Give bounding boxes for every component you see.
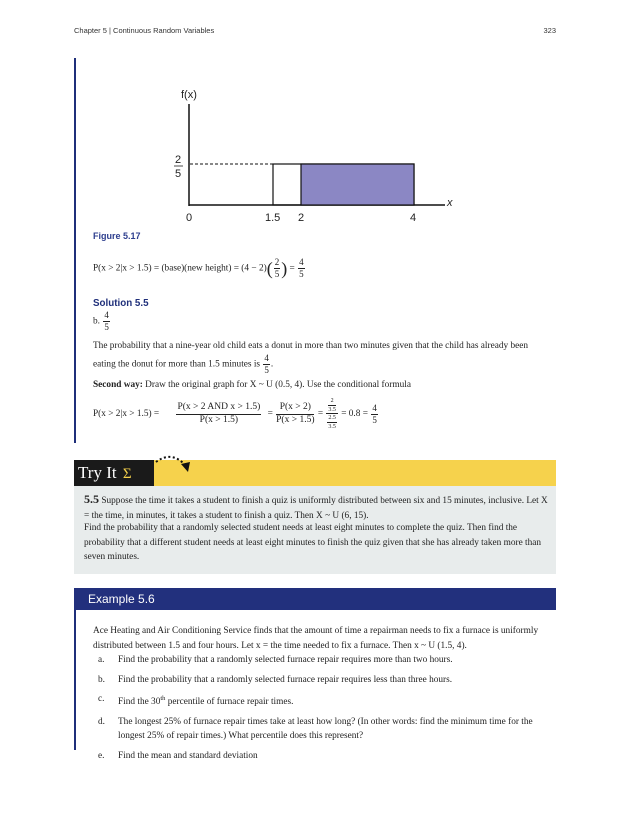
dotted-arrow-icon: [154, 452, 194, 476]
item-text: Find the mean and standard deviation: [118, 750, 258, 761]
eq2-lhs: P(x > 2|x > 1.5) =: [93, 408, 160, 419]
example-question-list: [98, 653, 540, 768]
x-axis-label: x: [447, 197, 453, 209]
solution-paragraph: The probability that a nine-year old child eats a donut in more than two minutes given that the child has already been eating the donut for more than 1.5 minutes is $\frac{4}{5}$ .: [93, 341, 529, 375]
running-header-chapter: Chapter 5 | Continuous Random Variables: [74, 26, 215, 35]
eq1-equals: =: [289, 263, 295, 274]
y-axis-label: f(x): [181, 89, 197, 101]
item-marker: e.: [98, 750, 105, 761]
list-item: [98, 653, 540, 668]
eq1-factor-den: 5: [274, 269, 280, 279]
eq2-decimal: = 0.8 =: [341, 408, 368, 419]
eq2-f3-den-top: 2.5: [328, 415, 336, 421]
item-text: Find the probability that a randomly selected furnace repair requires less than three hours.: [118, 674, 453, 685]
item-text-post: percentile of furnace repair times.: [165, 697, 294, 708]
solution-item-label: b.: [93, 316, 100, 327]
try-it-para1: [84, 492, 548, 523]
try-it-para1-text: Suppose the time it takes a student to finish a quiz is uniformly distributed between six and 15 minutes, inclusive. Let X = the time, in minutes, it takes a student to finish a quiz. Then X ~ U (6, 15).: [84, 496, 548, 521]
try-it-number: 5.5: [84, 492, 99, 506]
second-way-label: Second way:: [93, 380, 143, 390]
solution-title: Solution 5.5: [93, 298, 149, 309]
second-way-paragraph: [93, 378, 543, 393]
item-text-pre: Find the 30: [118, 697, 161, 708]
x-tick-4: 4: [410, 212, 417, 224]
equation1-lhs: P(x > 2|x > 1.5) = (base)(new height) = (4 − 2): [93, 263, 267, 274]
solution-answer: [93, 311, 111, 332]
x-tick-2: 2: [298, 212, 305, 224]
example-intro: Ace Heating and Air Conditioning Service finds that the amount of time a repairman needs to fix a furnace is uniformly distributed between 1.5 and four hours. Let x = the time needed to fix a furnace. Then x ~ U (1.5, 4).: [93, 626, 539, 651]
eq2-equals-1: =: [267, 408, 273, 419]
solution-paragraph-text: The probability that a nine-year old child eats a donut in more than two minutes given that the child has already been eating the donut for more than 1.5 minutes is: [93, 341, 529, 370]
eq2-f2-num: P(x > 2): [276, 403, 314, 415]
eq2-equals-2: =: [317, 408, 324, 419]
equation-base-height: P(x > 2|x > 1.5) = (base)(new height) = (4 − 2)( $\frac{2}{5}$ ) = $\frac{4}{5}$: [93, 257, 304, 279]
x-tick-0: 0: [186, 212, 193, 224]
try-it-label-text: Try It: [78, 463, 117, 482]
example-side-bar: [74, 610, 76, 750]
solution-answer-den: 5: [104, 322, 109, 332]
try-it-label: [74, 460, 154, 486]
solution-para-den: 5: [264, 364, 269, 375]
eq2-f1-den: P(x > 1.5): [199, 414, 239, 425]
uniform-distribution-graph: [150, 80, 470, 230]
eq2-f3-num-top: 2: [328, 398, 336, 406]
solution-para-num: 4: [264, 352, 269, 363]
item-marker: c.: [98, 694, 105, 704]
list-item: [98, 715, 540, 744]
x-tick-1-5: 1.5: [265, 212, 281, 224]
item-text-sup: th: [160, 695, 166, 702]
figure-caption: Figure 5.17: [93, 231, 141, 241]
eq1-result-den: 5: [299, 269, 304, 279]
item-text: Find the probability that a randomly selected furnace repair requires more than two hours.: [118, 655, 453, 665]
eq2-result-den: 5: [372, 414, 377, 425]
sigma-icon: Σ: [122, 466, 132, 482]
item-marker: a.: [98, 655, 105, 665]
shaded-probability-region: [301, 164, 414, 205]
list-item: [98, 749, 540, 764]
item-marker: b.: [98, 674, 105, 685]
solution-answer-num: 4: [104, 310, 109, 320]
height-label-denominator: 5: [175, 168, 182, 180]
list-item: [98, 692, 540, 710]
conditional-formula-equation: [93, 398, 379, 430]
try-it-para2: Find the probability that a randomly selected student needs at least eight minutes to complete the quiz. Then find the probability that a different student needs at least eight minutes to finish the quiz given that she has already taken more than seven minutes.: [84, 523, 542, 562]
eq2-result-num: 4: [372, 402, 377, 413]
item-marker: d.: [98, 716, 105, 727]
height-label-numerator: 2: [175, 154, 182, 166]
eq2-f1-num: P(x > 2 AND x > 1.5): [176, 403, 261, 415]
eq1-result-num: 4: [299, 257, 304, 267]
example-banner: Example 5.6: [74, 588, 556, 610]
eq2-f3-num-bot: 3.5: [328, 407, 336, 413]
eq2-f2-den: P(x > 1.5): [276, 414, 315, 425]
solution-side-bar: [74, 58, 76, 443]
eq1-factor-num: 2: [274, 257, 280, 267]
item-text: The longest 25% of furnace repair times take at least how long? (In other words: find the minimum time for the longest 25% of repair times.) What percentile does this represent?: [118, 716, 533, 742]
second-way-text: Draw the original graph for X ~ U (0.5, 4). Use the conditional formula: [145, 380, 411, 390]
list-item: [98, 673, 540, 688]
page-number: 323: [543, 26, 556, 35]
eq2-f3-den-bot: 3.5: [328, 424, 336, 430]
